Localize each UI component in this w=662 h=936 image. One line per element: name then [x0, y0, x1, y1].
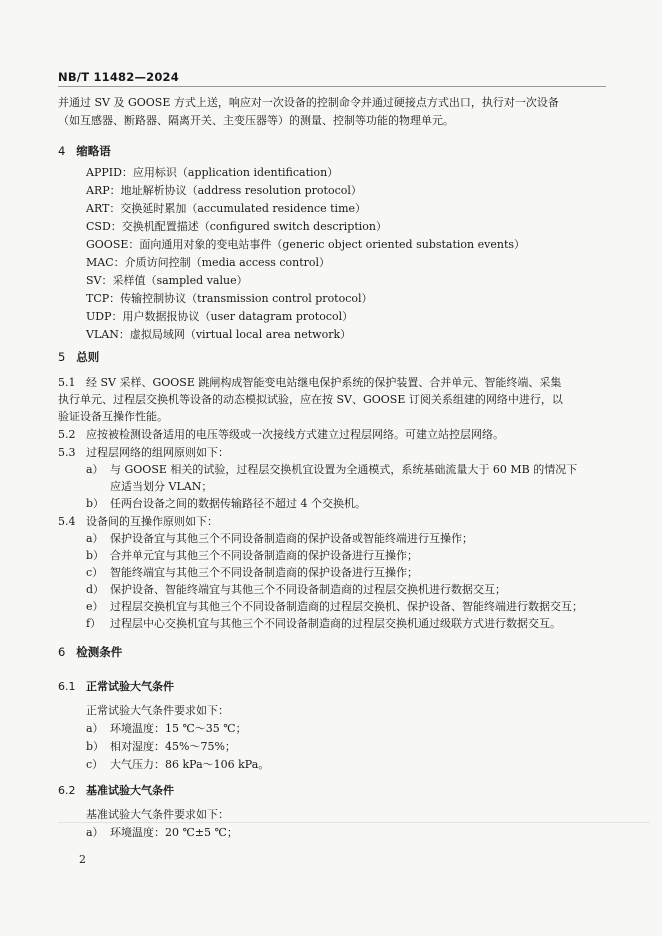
clause-5-1: 5.1 经 SV 采样、GOOSE 跳闸构成智能变电站继电保护系统的保护装置、合并单元、智能终端、采集 [58, 376, 562, 389]
list-item: c） 智能终端宜与其他三个不同设备制造商的保护设备进行互操作； [86, 566, 418, 579]
subsection-heading-6-1: 6.1 正常试验大气条件 [58, 680, 174, 693]
abbrev-item: ARP：地址解析协议（address resolution protocol） [86, 184, 362, 197]
header-rule [58, 86, 606, 87]
list-item: a） 与 GOOSE 相关的试验，过程层交换机宜设置为全通模式，系统基础流量大于 60 MB 的情况下 [86, 463, 578, 476]
clause-5-2: 5.2 应按被检测设备适用的电压等级或一次接线方式建立过程层网络。可建立站控层网络。 [58, 428, 504, 441]
abbrev-item: SV：采样值（sampled value） [86, 274, 248, 287]
subsection-intro: 基准试验大气条件要求如下： [86, 808, 229, 821]
list-item: e） 过程层交换机宜与其他三个不同设备制造商的过程层交换机、保护设备、智能终端进行数据交互； [86, 600, 583, 613]
list-item: c） 大气压力：86 kPa～106 kPa。 [86, 758, 270, 771]
clause-5-1-line: 执行单元、过程层交换机等设备的动态模拟试验，应在按 SV、GOOSE 订阅关系组建的网络中进行，以 [58, 393, 563, 406]
clause-5-1-line: 验证设备互操作性能。 [58, 410, 168, 423]
abbrev-item: VLAN：虚拟局域网（virtual local area network） [86, 328, 352, 341]
list-item: d） 保护设备、智能终端宜与其他三个不同设备制造商的过程层交换机进行数据交互； [86, 583, 506, 596]
scan-line [58, 822, 650, 823]
subsection-intro: 正常试验大气条件要求如下： [86, 704, 229, 717]
section-heading-5: 5 总则 [58, 350, 100, 364]
subsection-heading-6-2: 6.2 基准试验大气条件 [58, 784, 174, 797]
list-item: a） 环境温度：20 ℃±5 ℃； [86, 826, 238, 839]
standard-number: NB/T 11482—2024 [58, 70, 179, 84]
abbrev-item: CSD：交换机配置描述（configured switch description） [86, 220, 387, 233]
clause-5-4: 5.4 设备间的互操作原则如下： [58, 515, 218, 528]
section-heading-4: 4 缩略语 [58, 144, 111, 158]
list-item: a） 环境温度：15 ℃～35 ℃； [86, 722, 247, 735]
list-item: b） 任两台设备之间的数据传输路径不超过 4 个交换机。 [86, 497, 366, 510]
abbrev-item: UDP：用户数据报协议（user datagram protocol） [86, 310, 354, 323]
list-item: a） 保护设备宜与其他三个不同设备制造商的保护设备或智能终端进行互操作； [86, 532, 473, 545]
abbrev-item: TCP：传输控制协议（transmission control protocol） [86, 292, 373, 305]
abbrev-item: ART：交换延时累加（accumulated residence time） [86, 202, 367, 215]
clause-5-3: 5.3 过程层网络的组网原则如下： [58, 446, 229, 459]
list-item: f） 过程层中心交换机宜与其他三个不同设备制造商的过程层交换机通过级联方式进行数据交互。 [86, 617, 561, 630]
list-item: b） 合并单元宜与其他三个不同设备制造商的保护设备进行互操作； [86, 549, 418, 562]
intro-line: 并通过 SV 及 GOOSE 方式上送，响应对一次设备的控制命令并通过硬接点方式出口，执行对一次设备 [58, 96, 559, 109]
list-item: b） 相对湿度：45%～75%； [86, 740, 236, 753]
page-number: 2 [79, 853, 86, 866]
intro-line: （如互感器、断路器、隔离开关、主变压器等）的测量、控制等功能的物理单元。 [58, 114, 454, 127]
abbrev-item: MAC：介质访问控制（media access control） [86, 256, 331, 269]
abbrev-item: GOOSE：面向通用对象的变电站事件（generic object oriented substation events） [86, 238, 526, 251]
list-item-continuation: 应适当划分 VLAN； [110, 480, 213, 493]
abbrev-item: APPID：应用标识（application identification） [86, 166, 339, 179]
section-heading-6: 6 检测条件 [58, 645, 123, 659]
